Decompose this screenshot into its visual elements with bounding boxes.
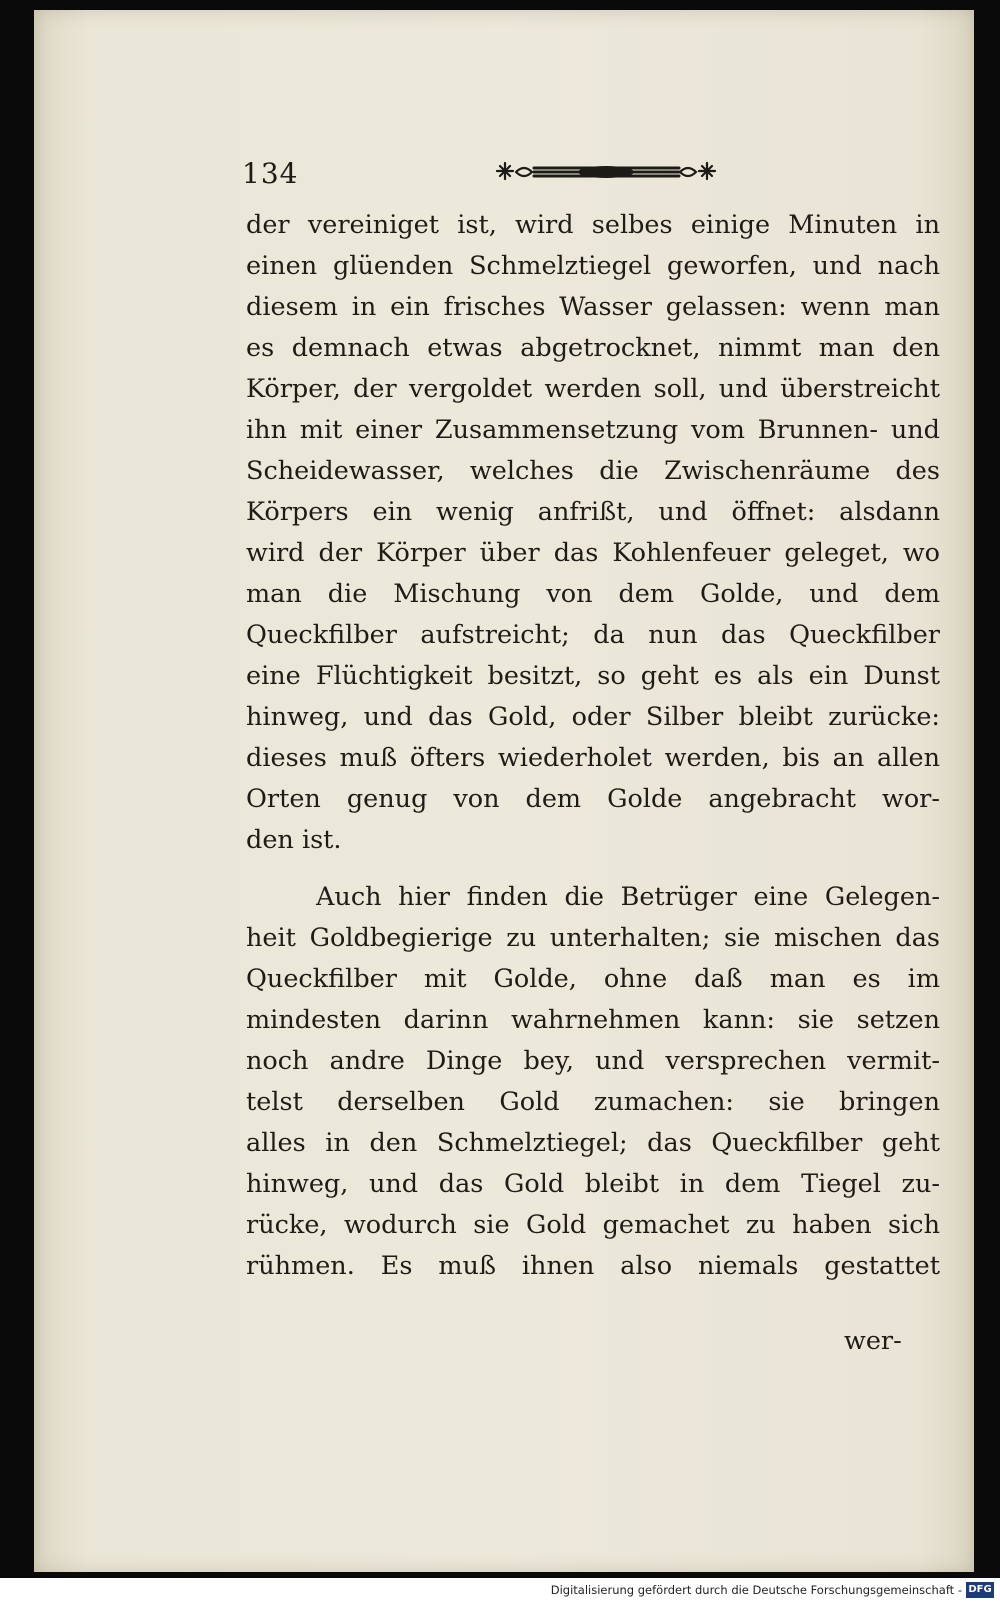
text-line: telst derselben Gold zumachen: sie bringen bbox=[246, 1087, 940, 1117]
funding-credit: Digitalisierung gefördert durch die Deutsche Forschungsgemeinschaft - bbox=[550, 1583, 962, 1597]
text-line: dieses muß öfters wiederholet werden, bis an allen bbox=[246, 743, 940, 773]
text-line: alles in den Schmelztiegel; das Queckfilber geht bbox=[246, 1128, 940, 1158]
text-line: rücke, wodurch sie Gold gemachet zu haben sich bbox=[246, 1210, 940, 1240]
text-line: einen glüenden Schmelztiegel geworfen, und nach bbox=[246, 251, 940, 281]
text-line: man die Mischung von dem Golde, und dem bbox=[246, 579, 940, 609]
text-line: Scheidewasser, welches die Zwischenräume des bbox=[246, 456, 940, 486]
page-number: 134 bbox=[242, 157, 299, 190]
text-line: diesem in ein frisches Wasser gelassen: wenn man bbox=[246, 292, 940, 322]
paragraph-2 bbox=[246, 877, 940, 1287]
text-line: heit Goldbegierige zu unterhalten; sie mischen das bbox=[246, 923, 940, 953]
text-line: rühmen. Es muß ihnen also niemals gestattet bbox=[246, 1251, 940, 1281]
text-line: Queckfilber mit Golde, ohne daß man es im bbox=[246, 964, 940, 994]
text-line: es demnach etwas abgetrocknet, nimmt man den bbox=[246, 333, 940, 363]
dfg-logo-icon: DFG bbox=[966, 1582, 994, 1598]
text-line: Körpers ein wenig anfrißt, und öffnet: alsdann bbox=[246, 497, 940, 527]
text-line: eine Flüchtigkeit besitzt, so geht es als ein Dunst bbox=[246, 661, 940, 691]
text-line: wird der Körper über das Kohlenfeuer geleget, wo bbox=[246, 538, 940, 568]
text-line: noch andre Dinge bey, und versprechen vermit- bbox=[246, 1046, 940, 1076]
text-line: mindesten darinn wahrnehmen kann: sie setzen bbox=[246, 1005, 940, 1035]
header-ornament bbox=[494, 158, 719, 188]
text-line: ihn mit einer Zusammensetzung vom Brunnen- und bbox=[246, 415, 940, 445]
text-line: hinweg, und das Gold, oder Silber bleibt zurücke: bbox=[246, 702, 940, 732]
footer-bar bbox=[0, 1578, 1000, 1606]
text-line: der vereiniget ist, wird selbes einige Minuten in bbox=[246, 210, 940, 240]
text-line: Orten genug von dem Golde angebracht wor- bbox=[246, 784, 940, 814]
text-line: den ist. bbox=[246, 825, 342, 855]
text-line: Auch hier finden die Betrüger eine Gelegen- bbox=[316, 882, 940, 912]
text-line: hinweg, und das Gold bleibt in dem Tiegel zu- bbox=[246, 1169, 940, 1199]
text-line: Körper, der vergoldet werden soll, und überstreicht bbox=[246, 374, 940, 404]
text-line: Queckfilber aufstreicht; da nun das Queckfilber bbox=[246, 620, 940, 650]
paragraph-1 bbox=[246, 205, 940, 861]
book-page bbox=[34, 10, 974, 1572]
catchword: wer- bbox=[844, 1326, 902, 1356]
